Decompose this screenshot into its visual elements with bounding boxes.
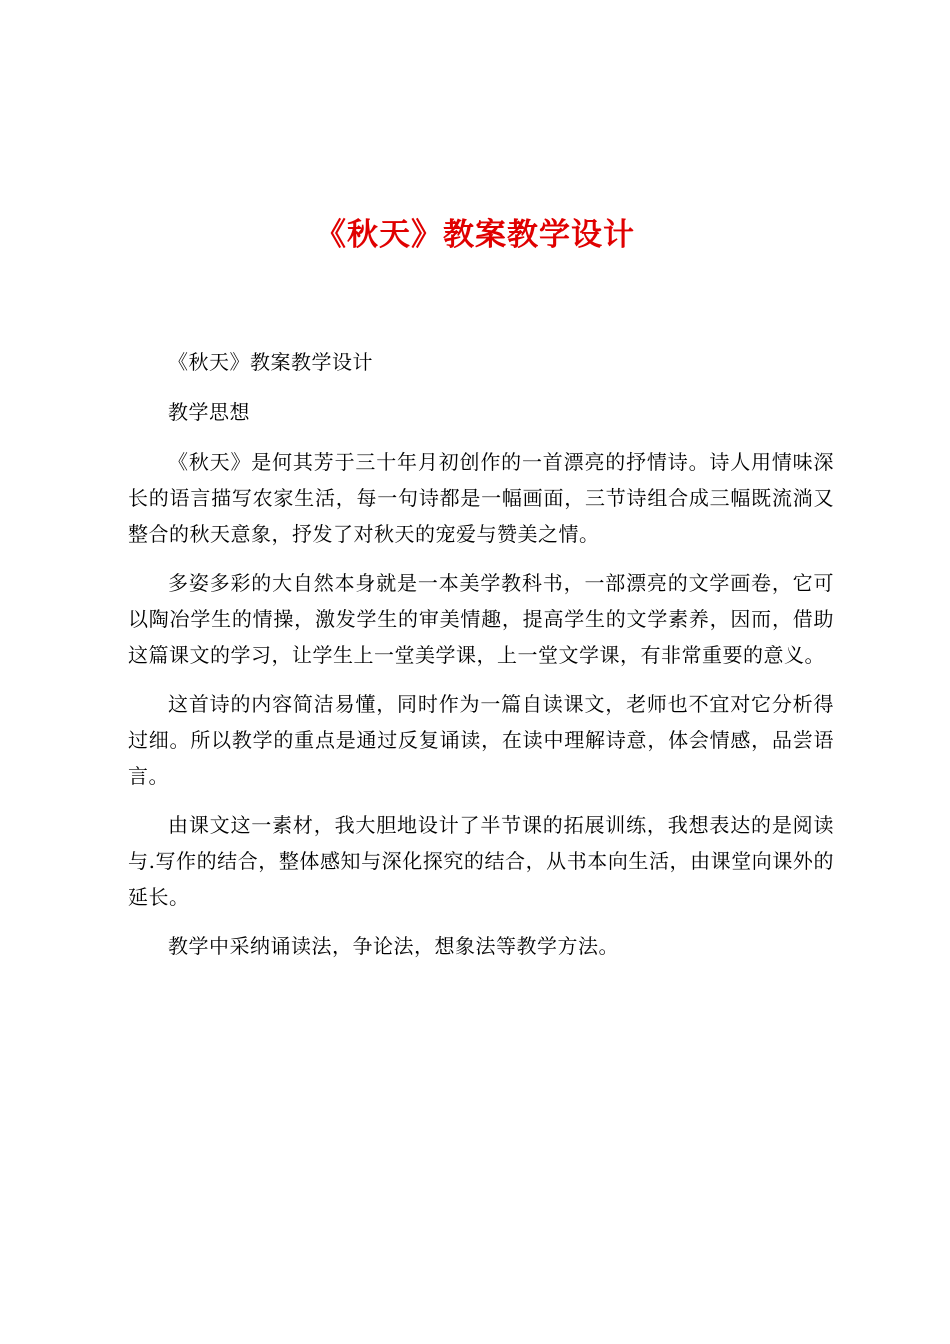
document-title: 《秋天》教案教学设计 (315, 217, 635, 253)
body-paragraph-3: 这首诗的内容简洁易懂，同时作为一篇自读课文，老师也不宜对它分析得过细。所以教学的重点是通过反复诵读，在读中理解诗意，体会情感，品尝语言。 (128, 692, 834, 788)
body-paragraph-4: 由课文这一素材，我大胆地设计了半节课的拓展训练，我想表达的是阅读与.写作的结合，整体感知与深化探究的结合，从书本向生活，由课堂向课外的延长。 (128, 813, 834, 909)
section-heading-teaching-idea: 教学思想 (168, 400, 250, 424)
body-paragraph-2: 多姿多彩的大自然本身就是一本美学教科书，一部漂亮的文学画卷，它可以陶冶学生的情操，激发学生的审美情趣，提高学生的文学素养，因而，借助这篇课文的学习，让学生上一堂美学课，上一堂文学课，有非常重要的意义。 (128, 571, 834, 667)
body-paragraph-1: 《秋天》是何其芳于三十年月初创作的一首漂亮的抒情诗。诗人用情味深长的语言描写农家生活，每一句诗都是一幅画面，三节诗组合成三幅既流淌又整合的秋天意象，抒发了对秋天的宠爱与赞美之情。 (128, 450, 834, 546)
document-body (128, 344, 834, 977)
body-paragraph-5: 教学中采纳诵读法，争论法，想象法等教学方法。 (168, 934, 619, 958)
subtitle-paragraph: 《秋天》教案教学设计 (168, 350, 373, 374)
